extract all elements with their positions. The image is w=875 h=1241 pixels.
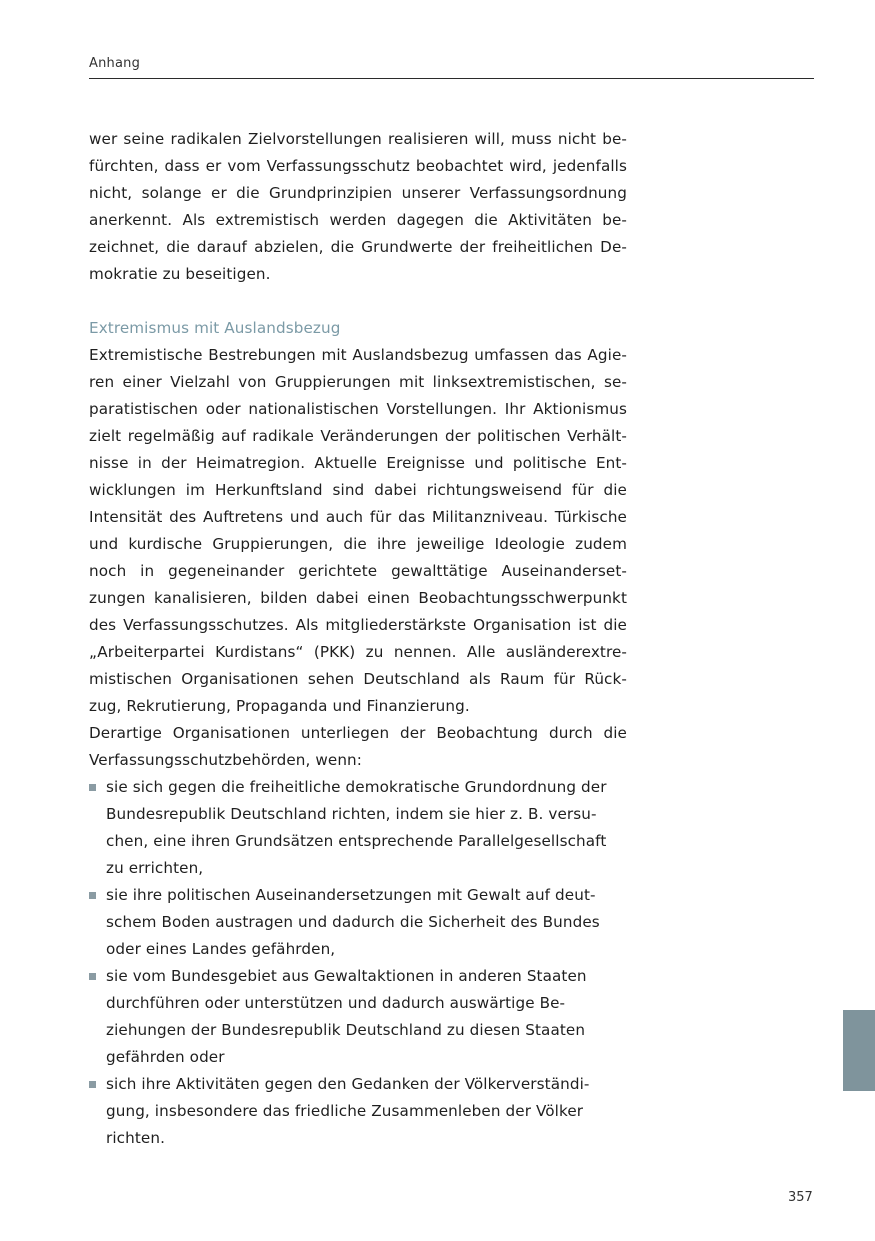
page-number: 357 <box>788 1190 813 1205</box>
list-item <box>89 882 627 963</box>
text-line: zungen kanalisieren, bilden dabei einen Beobachtungsschwerpunkt <box>89 589 627 607</box>
paragraph-gap <box>89 288 627 315</box>
bullet-square-icon <box>89 1081 96 1088</box>
text-line: fürchten, dass er vom Verfassungsschutz beobachtet wird, jedenfalls <box>89 157 627 175</box>
text-line: zielt regelmäßig auf radikale Veränderungen der politischen Verhält- <box>89 427 627 445</box>
list-item <box>89 963 627 1071</box>
text-line: Derartige Organisationen unterliegen der Beobachtung durch die <box>89 724 627 742</box>
list-item <box>89 774 627 882</box>
text-line: durchführen oder unterstützen und dadurch auswärtige Be- <box>106 994 566 1012</box>
bullet-square-icon <box>89 784 96 791</box>
paragraph-foreign-extremism <box>89 342 627 720</box>
text-line: schem Boden austragen und dadurch die Sicherheit des Bundes <box>106 913 600 931</box>
text-line: nisse in der Heimatregion. Aktuelle Ereignisse und politische Ent- <box>89 454 627 472</box>
paragraph-observation <box>89 720 627 774</box>
text-line: anerkennt. Als extremistisch werden dagegen die Aktivitäten be- <box>89 211 627 229</box>
section-heading: Extremismus mit Auslandsbezug <box>89 319 341 337</box>
text-line: zeichnet, die darauf abzielen, die Grundwerte der freiheitlichen De- <box>89 238 627 256</box>
text-line: sie sich gegen die freiheitliche demokratische Grundordnung der <box>106 778 607 796</box>
text-line: paratistischen oder nationalistischen Vorstellungen. Ihr Aktionismus <box>89 400 627 418</box>
chapter-side-tab <box>843 1010 875 1091</box>
running-header: Anhang <box>89 56 141 71</box>
text-line: mistischen Organisationen sehen Deutschland als Raum für Rück- <box>89 670 627 688</box>
text-line: gung, insbesondere das friedliche Zusammenleben der Völker <box>106 1102 584 1120</box>
bullet-square-icon <box>89 973 96 980</box>
bullet-list <box>89 774 627 1152</box>
text-line: zug, Rekrutierung, Propaganda und Finanzierung. <box>89 697 470 715</box>
text-line: und kurdische Gruppierungen, die ihre jeweilige Ideologie zudem <box>89 535 627 553</box>
text-line: zu errichten, <box>106 859 204 877</box>
text-line: ziehungen der Bundesrepublik Deutschland zu diesen Staaten <box>106 1021 586 1039</box>
text-line: Bundesrepublik Deutschland richten, indem sie hier z. B. versu- <box>106 805 597 823</box>
text-line: wicklungen im Herkunftsland sind dabei richtungsweisend für die <box>89 481 627 499</box>
text-line: gefährden oder <box>106 1048 225 1066</box>
text-line: sie ihre politischen Auseinandersetzungen mit Gewalt auf deut- <box>106 886 596 904</box>
text-line: richten. <box>106 1129 165 1147</box>
body-column <box>89 126 627 1152</box>
text-line: nicht, solange er die Grundprinzipien unserer Verfassungsordnung <box>89 184 627 202</box>
text-line: noch in gegeneinander gerichtete gewalttätige Auseinanderset- <box>89 562 627 580</box>
text-line: „Arbeiterpartei Kurdistans“ (PKK) zu nennen. Alle ausländerextre- <box>89 643 627 661</box>
bullet-square-icon <box>89 892 96 899</box>
text-line: oder eines Landes gefährden, <box>106 940 336 958</box>
text-line: sich ihre Aktivitäten gegen den Gedanken der Völkerverständi- <box>106 1075 590 1093</box>
text-line: mokratie zu beseitigen. <box>89 265 271 283</box>
text-line: chen, eine ihren Grundsätzen entsprechende Parallelgesellschaft <box>106 832 607 850</box>
text-line: Verfassungsschutzbehörden, wenn: <box>89 751 362 769</box>
text-line: sie vom Bundesgebiet aus Gewaltaktionen in anderen Staaten <box>106 967 587 985</box>
list-item <box>89 1071 627 1152</box>
text-line: Extremistische Bestrebungen mit Auslandsbezug umfassen das Agie- <box>89 346 627 364</box>
text-line: ren einer Vielzahl von Gruppierungen mit linksextremistischen, se- <box>89 373 627 391</box>
text-line: wer seine radikalen Zielvorstellungen realisieren will, muss nicht be- <box>89 130 627 148</box>
paragraph-intro <box>89 126 627 288</box>
text-line: Intensität des Auftretens und auch für das Militanzniveau. Türkische <box>89 508 627 526</box>
text-line: des Verfassungsschutzes. Als mitgliederstärkste Organisation ist die <box>89 616 627 634</box>
header-rule <box>89 78 814 79</box>
